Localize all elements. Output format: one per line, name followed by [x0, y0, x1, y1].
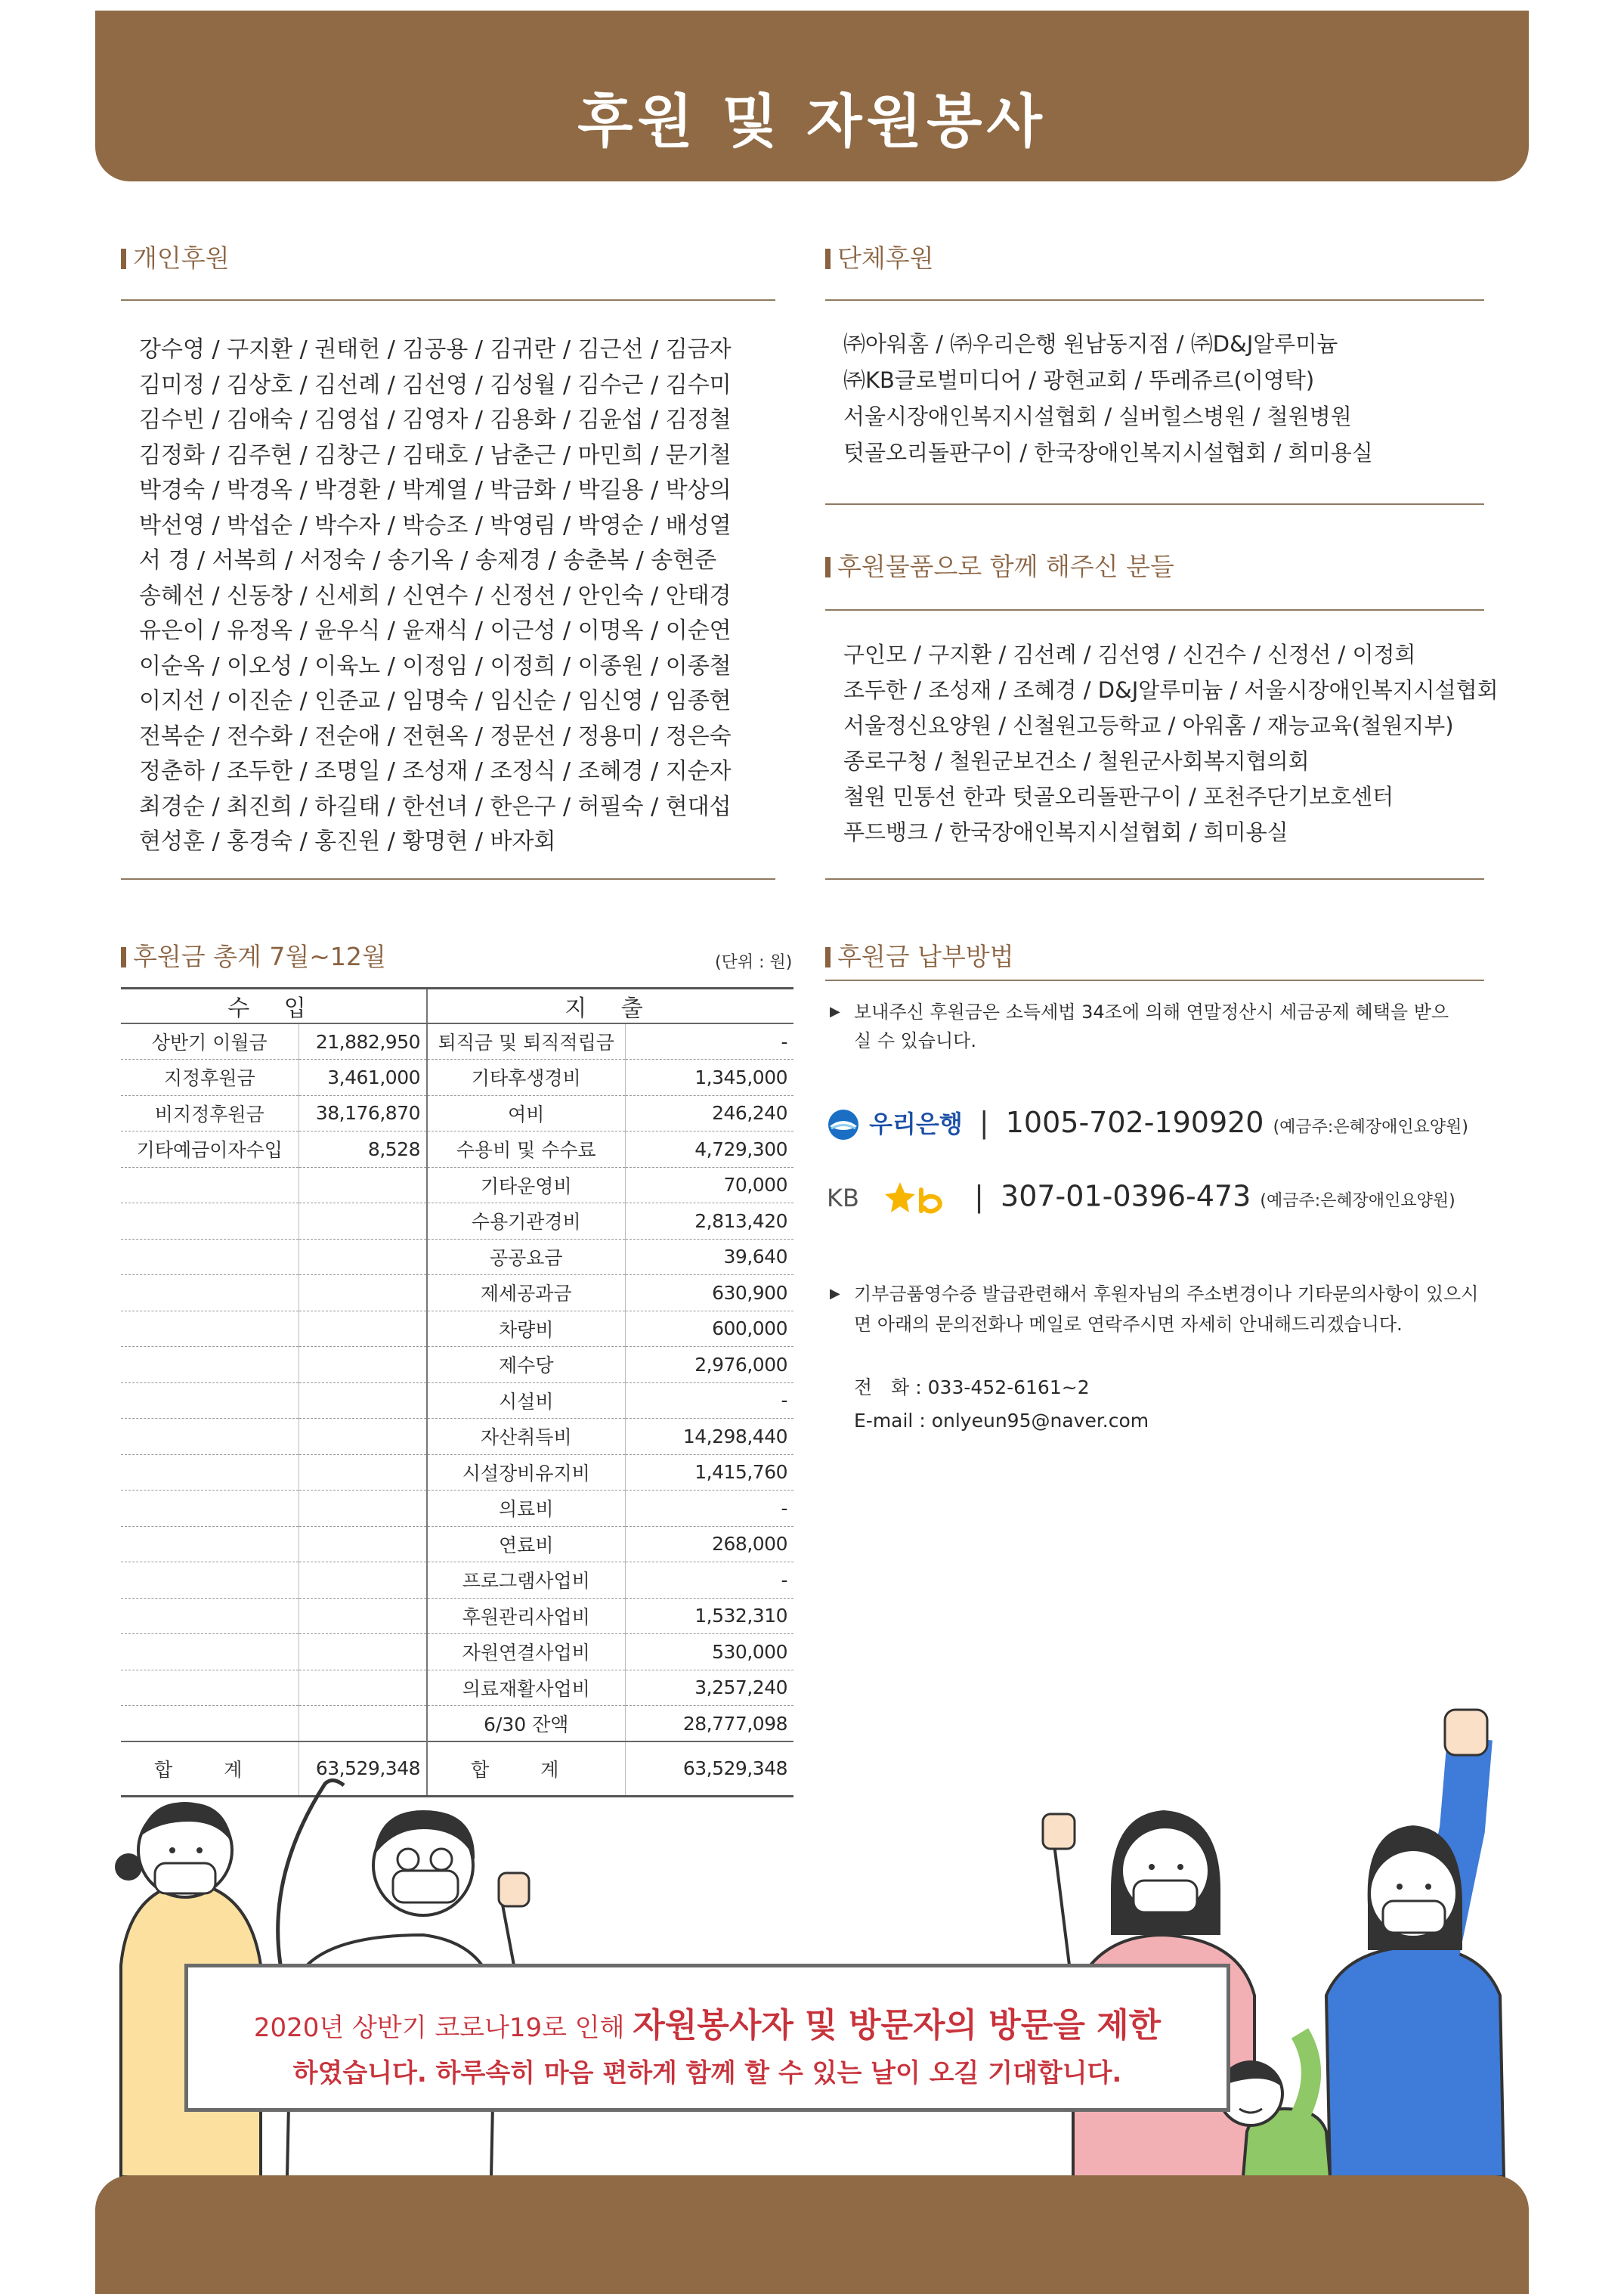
expense-value-cell: -: [625, 1382, 793, 1419]
expense-label-cell: 의료비: [427, 1491, 625, 1527]
payment-section-title: 후원금 납부방법: [825, 942, 1014, 972]
individual-line: 송혜선 / 신동창 / 신세희 / 신연수 / 신정선 / 안인숙 / 안태경: [139, 582, 732, 609]
expense-label-cell: 수용비 및 수수료: [427, 1132, 625, 1168]
kb-account: KB | 307-01-0396-473 (예금주:은혜장애인요양원): [827, 1179, 1455, 1217]
individual-line: 박선영 / 박섭순 / 박수자 / 박승조 / 박영림 / 박영순 / 배성열: [139, 512, 732, 539]
income-label-cell: 상반기 이월금: [121, 1023, 299, 1060]
expense-value-cell: 268,000: [625, 1526, 793, 1562]
income-header: 수 입: [121, 989, 427, 1024]
individual-section-title: 개인후원: [121, 243, 230, 274]
individual-line: 현성훈 / 홍경숙 / 홍진원 / 황명현 / 바자회: [139, 828, 556, 855]
email-address[interactable]: onlyeun95@naver.com: [931, 1410, 1149, 1432]
expense-label-cell: 시설비: [427, 1382, 625, 1419]
banner-line-1: 2020년 상반기 코로나19로 인해 자원봉사자 및 방문자의 방문을 제한: [253, 2006, 1162, 2045]
expense-label-cell: 수용기관경비: [427, 1203, 625, 1240]
expense-value-cell: 1,415,760: [625, 1454, 793, 1491]
expense-label-cell: 제세공과금: [427, 1275, 625, 1311]
page-title: 후원 및 자원봉사: [577, 88, 1047, 155]
individual-line: 정춘하 / 조두한 / 조명일 / 조성재 / 조정식 / 조혜경 / 지순자: [139, 758, 732, 785]
expense-value-cell: -: [625, 1023, 793, 1060]
expense-value-cell: 1,345,000: [625, 1060, 793, 1096]
expense-label-cell: 공공요금: [427, 1239, 625, 1275]
income-label-cell: 기타예금이자수입: [121, 1132, 299, 1168]
goods-line: 조두한 / 조성재 / 조혜경 / D&J알루미늄 / 서울시장애인복지시설협회: [843, 677, 1499, 703]
woori-bank-name: 우리은행: [869, 1110, 963, 1138]
expense-label-cell: 6/30 잔액: [427, 1706, 625, 1742]
individual-line: 전복순 / 전수화 / 전순애 / 전현옥 / 정문선 / 정용미 / 정은숙: [139, 723, 732, 750]
group-line: 서울시장애인복지시설협회 / 실버힐스병원 / 철원병원: [843, 404, 1352, 429]
kb-bank-name: KB: [827, 1183, 859, 1212]
expense-label-cell: 제수당: [427, 1347, 625, 1383]
group-line: ㈜KB글로벌미디어 / 광현교회 / 뚜레쥬르(이영탁): [843, 367, 1315, 393]
contact-info: 전 화 : 033-452-6161~2 E-mail : onlyeun95@naver.com: [854, 1376, 1149, 1432]
triangle-bullet-icon: ▶: [830, 1004, 840, 1020]
kb-account-holder: (예금주:은혜장애인요양원): [1260, 1191, 1455, 1211]
individual-line: 김정화 / 김주현 / 김창근 / 김태호 / 남춘근 / 마민희 / 문기철: [139, 441, 732, 469]
expense-label-cell: 의료재활사업비: [427, 1670, 625, 1706]
income-total-label: 합 계: [121, 1741, 299, 1796]
individual-line: 김수빈 / 김애숙 / 김영섭 / 김영자 / 김용화 / 김윤섭 / 김정철: [139, 407, 732, 433]
individual-line: 이지선 / 이진순 / 인준교 / 임명숙 / 임신순 / 임신영 / 임종현: [139, 688, 732, 714]
expense-label-cell: 퇴직금 및 퇴직적립금: [427, 1023, 625, 1060]
income-value-cell: 8,528: [299, 1132, 427, 1168]
expense-value-cell: 600,000: [625, 1311, 793, 1347]
income-total: 63,529,348: [299, 1741, 427, 1796]
income-value-cell: 3,461,000: [299, 1060, 427, 1096]
goods-line: 서울정신요양원 / 신철원고등학교 / 아워홈 / 재능교육(철원지부): [843, 713, 1454, 738]
finance-section-title: 후원금 총계 7월~12월: [121, 942, 386, 972]
woori-account-holder: (예금주:은혜장애인요양원): [1273, 1118, 1468, 1137]
individual-line: 박경숙 / 박경옥 / 박경환 / 박계열 / 박금화 / 박길용 / 박상의: [139, 477, 732, 503]
phone-number: 033-452-6161~2: [927, 1376, 1090, 1398]
group-line: ㈜아워홈 / ㈜우리은행 원남동지점 / ㈜D&J알루미늄: [843, 331, 1338, 357]
goods-line: 구인모 / 구지환 / 김선례 / 김선영 / 신건수 / 신정선 / 이정희: [843, 642, 1416, 667]
individual-line: 이순옥 / 이오성 / 이육노 / 이정임 / 이정희 / 이종원 / 이종철: [139, 652, 732, 680]
covid-notice-banner: [184, 1964, 1230, 2112]
expense-value-cell: 4,729,300: [625, 1132, 793, 1168]
individual-line: 최경순 / 최진희 / 하길태 / 한선녀 / 한은구 / 허필숙 / 현대섭: [139, 793, 732, 820]
income-label-cell: 지정후원금: [121, 1060, 299, 1096]
income-value-cell: 38,176,870: [299, 1095, 427, 1132]
expense-label-cell: 프로그램사업비: [427, 1562, 625, 1599]
expense-value-cell: 530,000: [625, 1634, 793, 1670]
expense-label-cell: 연료비: [427, 1526, 625, 1562]
expense-value-cell: 2,813,420: [625, 1203, 793, 1240]
email-label: E-mail: [854, 1410, 914, 1432]
woori-account-number: 1005-702-190920: [1005, 1106, 1264, 1139]
expense-label-cell: 자원연결사업비: [427, 1634, 625, 1670]
unit-label: (단위 : 원): [715, 953, 793, 972]
expense-value-cell: 70,000: [625, 1167, 793, 1203]
expense-total: 63,529,348: [625, 1741, 793, 1796]
triangle-bullet-icon: ▶: [830, 1286, 840, 1302]
goods-line: 종로구청 / 철원군보건소 / 철원군사회복지협의회: [843, 748, 1310, 774]
group-section-title: 단체후원: [825, 243, 934, 274]
goods-line: 철원 민통선 한과 텃골오리돌판구이 / 포천주단기보호센터: [843, 784, 1394, 810]
expense-value-cell: 246,240: [625, 1095, 793, 1132]
kb-account-number: 307-01-0396-473: [1001, 1179, 1251, 1213]
expense-label-cell: 차량비: [427, 1311, 625, 1347]
expense-label-cell: 시설장비유지비: [427, 1454, 625, 1491]
expense-label-cell: 자산취득비: [427, 1419, 625, 1455]
individual-line: 김미정 / 김상호 / 김선례 / 김선영 / 김성월 / 김수근 / 김수미: [139, 371, 732, 398]
woori-account: 우리은행 | 1005-702-190920 (예금주:은혜장애인요양원): [827, 1105, 1468, 1141]
expense-header: 지 출: [427, 989, 793, 1024]
expense-value-cell: 39,640: [625, 1239, 793, 1275]
phone-label: 전 화: [854, 1376, 910, 1398]
income-label-cell: 비지정후원금: [121, 1095, 299, 1132]
banner-line-2: 하였습니다. 하루속히 마음 편하게 함께 할 수 있는 날이 오길 기대합니다.: [292, 2058, 1122, 2088]
individual-line: 강수영 / 구지환 / 권태헌 / 김공용 / 김귀란 / 김근선 / 김금자: [139, 336, 732, 363]
expense-value-cell: 14,298,440: [625, 1419, 793, 1455]
tax-note-text: 보내주신 후원금은 소득세법 34조에 의해 연말정산시 세금공제 혜택을 받으실 수 있습니다.: [854, 1001, 1449, 1051]
expense-label-cell: 여비: [427, 1095, 625, 1132]
individual-line: 서 경 / 서복희 / 서정숙 / 송기옥 / 송제경 / 송춘복 / 송현준: [139, 547, 717, 574]
expense-label-cell: 기타운영비: [427, 1167, 625, 1203]
expense-value-cell: 2,976,000: [625, 1347, 793, 1383]
individual-line: 유은이 / 유정옥 / 윤우식 / 윤재식 / 이근성 / 이명옥 / 이순연: [139, 618, 732, 644]
expense-value-cell: 3,257,240: [625, 1670, 793, 1706]
woman-right-figure: [1326, 1710, 1504, 2177]
goods-line: 푸드뱅크 / 한국장애인복지시설협회 / 희미용실: [843, 819, 1288, 845]
expense-value-cell: -: [625, 1562, 793, 1599]
expense-label-cell: 기타후생경비: [427, 1060, 625, 1096]
expense-value-cell: 28,777,098: [625, 1706, 793, 1742]
expense-total-label: 합 계: [427, 1741, 625, 1796]
expense-value-cell: -: [625, 1491, 793, 1527]
group-line: 텃골오리돌판구이 / 한국장애인복지시설협회 / 희미용실: [843, 440, 1373, 466]
expense-value-cell: 630,900: [625, 1275, 793, 1311]
income-value-cell: 21,882,950: [299, 1023, 427, 1060]
receipt-note-text: 기부금품영수증 발급관련해서 후원자님의 주소변경이나 기타문의사항이 있으시면 아래의 문의전화나 메일로 연락주시면 자세히 안내해드리겠습니다.: [854, 1283, 1479, 1335]
expense-label-cell: 후원관리사업비: [427, 1598, 625, 1634]
footer-band: [95, 2175, 1529, 2294]
expense-value-cell: 1,532,310: [625, 1598, 793, 1634]
goods-section-title: 후원물품으로 함께 해주신 분들: [825, 552, 1174, 582]
